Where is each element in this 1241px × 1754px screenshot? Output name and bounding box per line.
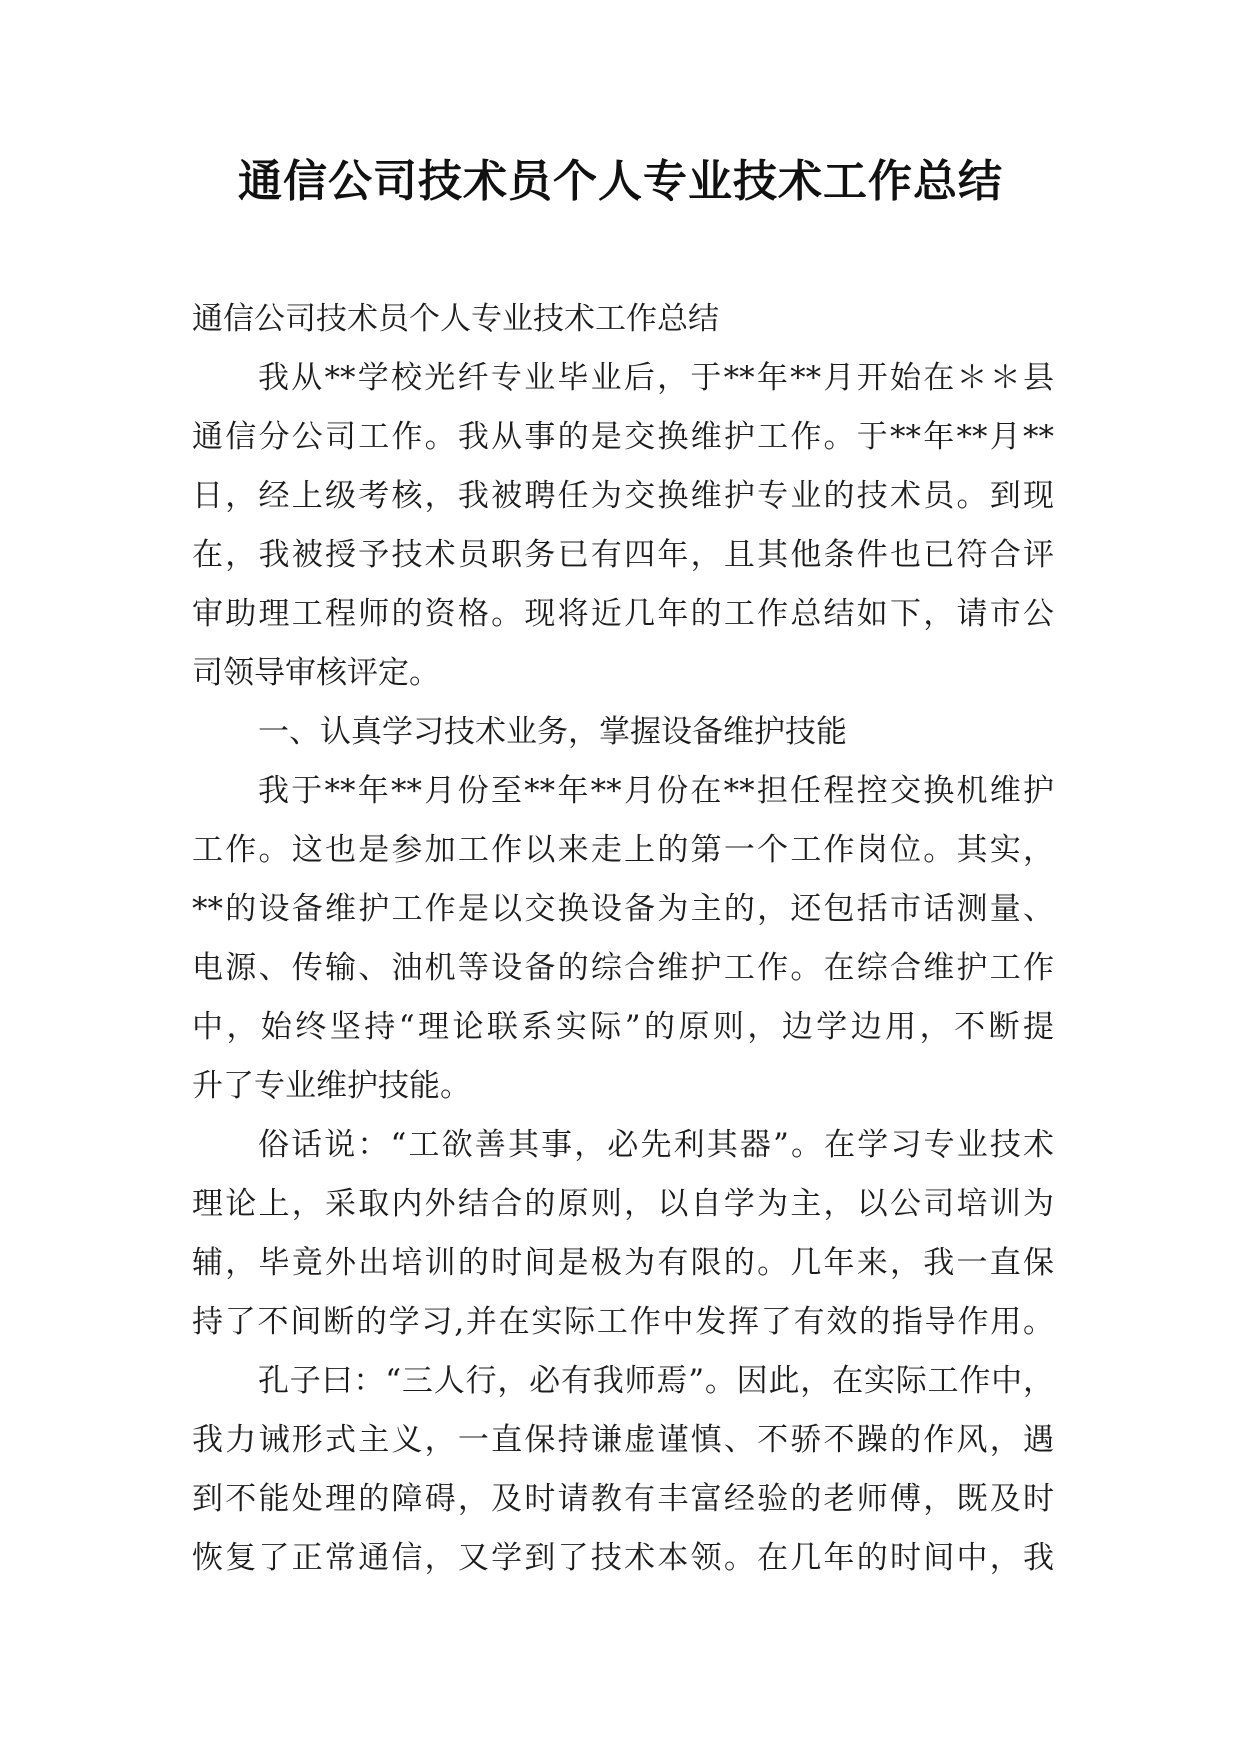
body-text-line: 电源、传输、油机等设备的综合维护工作。在综合维护工作 (192, 950, 1054, 986)
body-text-line: 审助理工程师的资格。现将近几年的工作总结如下，请市公 (192, 596, 1054, 632)
body-text-line: 通信公司技术员个人专业技术工作总结 (192, 301, 719, 337)
body-text-line: 理论上，采取内外结合的原则，以自学为主，以公司培训为 (192, 1186, 1054, 1222)
body-text-line: 辅，毕竟外出培训的时间是极为有限的。几年来，我一直保 (192, 1245, 1054, 1281)
body-text-line: 我于**年**月份至**年**月份在**担任程控交换机维护 (258, 773, 1054, 809)
body-text-line: 一、认真学习技术业务，掌握设备维护技能 (258, 714, 847, 750)
body-text-line: 持了不间断的学习,并在实际工作中发挥了有效的指导作用。 (192, 1304, 1054, 1340)
body-text-line: 孔子曰：“三人行，必有我师焉”。因此，在实际工作中， (258, 1363, 1054, 1399)
body-text-line: **的设备维护工作是以交换设备为主的，还包括市话测量、 (192, 891, 1054, 927)
body-text-line: 工作。这也是参加工作以来走上的第一个工作岗位。其实， (192, 832, 1054, 868)
body-text-line: 到不能处理的障碍，及时请教有丰富经验的老师傅，既及时 (192, 1481, 1054, 1517)
body-text-line: 俗话说：“工欲善其事，必先利其器”。在学习专业技术 (258, 1127, 1054, 1163)
body-text-line: 中，始终坚持“理论联系实际”的原则，边学边用，不断提 (192, 1009, 1054, 1045)
document-title: 通信公司技术员个人专业技术工作总结 (238, 156, 1003, 207)
body-text-line: 在，我被授予技术员职务已有四年，且其他条件也已符合评 (192, 537, 1054, 573)
body-text-line: 日，经上级考核，我被聘任为交换维护专业的技术员。到现 (192, 478, 1054, 514)
body-text-line: 恢复了正常通信，又学到了技术本领。在几年的时间中，我 (192, 1540, 1054, 1576)
body-text-line: 我力诫形式主义，一直保持谦虚谨慎、不骄不躁的作风，遇 (192, 1422, 1054, 1458)
body-text-line: 升了专业维护技能。 (192, 1068, 471, 1104)
body-text-line: 我从**学校光纤专业毕业后，于**年**月开始在＊＊县 (258, 360, 1054, 396)
body-text-line: 司领导审核评定。 (192, 655, 440, 691)
document-body (192, 290, 1054, 1588)
body-text-line: 通信分公司工作。我从事的是交换维护工作。于**年**月** (192, 419, 1054, 455)
